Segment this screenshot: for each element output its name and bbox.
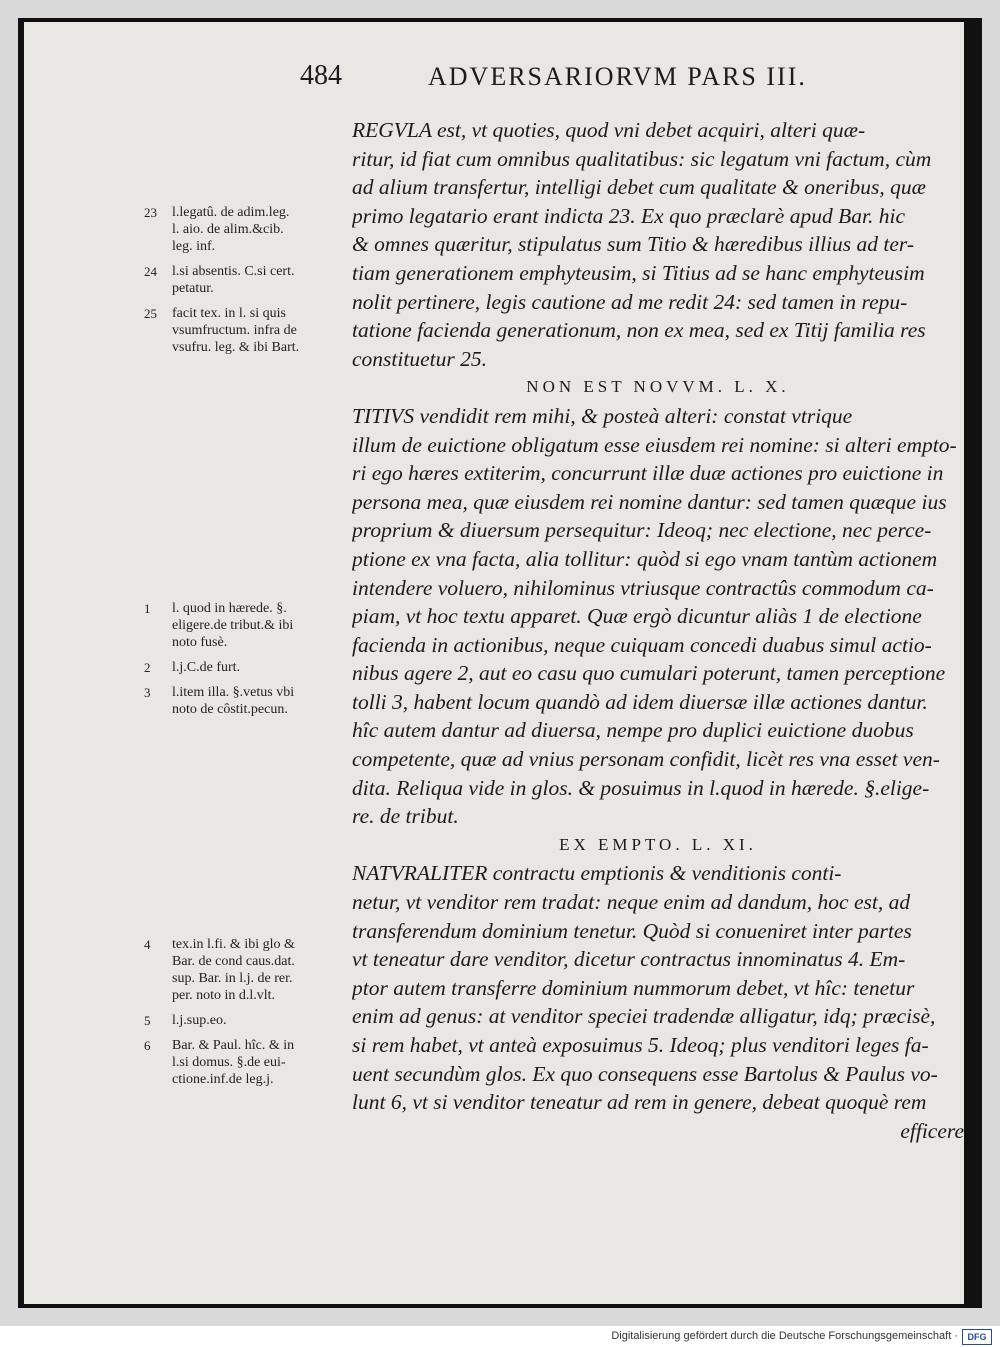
main-text-column — [352, 116, 964, 1145]
note-number: 6 — [144, 1038, 151, 1053]
text-line: transferendum dominium tenetur. Quòd si conueniret inter partes — [352, 918, 912, 943]
margin-note — [144, 1012, 354, 1029]
section-heading: EX EMPTO. L. XI. — [559, 834, 757, 854]
margin-note — [144, 305, 354, 356]
note-number: 25 — [144, 306, 157, 321]
text-line: re. de tribut. — [352, 804, 459, 829]
note-number: 24 — [144, 264, 157, 279]
text-line: constituetur 25. — [352, 346, 487, 371]
note-text: l.item illa. §.vetus vbi noto de côstit.pecun. — [172, 685, 295, 717]
note-number: 4 — [144, 937, 151, 952]
text-line: TITIVS vendidit rem mihi, & posteà alteri: constat vtrique — [352, 403, 853, 428]
note-text: facit tex. in l. si quis vsumfructum. infra de vsufru. leg. & ibi Bart. — [172, 306, 300, 355]
text-line: nibus agere 2, aut eo casu quo cumulari poterunt, tamen perceptione — [352, 661, 946, 686]
note-text: l.si absentis. C.si cert. petatur. — [172, 264, 295, 296]
text-line: dita. Reliqua vide in glos. & posuimus in l.quod in hærede. §.elige- — [352, 775, 930, 800]
margin-note — [144, 659, 354, 676]
margin-note — [144, 263, 354, 297]
section-heading: NON EST NOVVM. L. X. — [526, 377, 790, 397]
text-line: piam, vt hoc textu apparet. Quæ ergò dicuntur aliàs 1 de electione — [352, 604, 922, 629]
text-line: hîc autem dantur ad diuersa, nempe pro duplici euictione duobus — [352, 718, 914, 743]
margin-note — [144, 1037, 354, 1088]
text-line: NATVRALITER contractu emptionis & venditionis conti- — [352, 861, 842, 886]
text-line: & omnes quæritur, stipulatus sum Titio & hæredibus illius ad ter- — [352, 232, 915, 257]
text-line: competente, quæ ad vnius personam confidit, licèt res vna esset ven- — [352, 747, 940, 772]
margin-note — [144, 600, 354, 651]
footer-credit: Digitalisierung gefördert durch die Deutsche Forschungsgemeinschaft · — [611, 1330, 958, 1342]
text-line: facienda in actionibus, neque cuiquam concedi duabus simul actio- — [352, 632, 932, 657]
margin-note — [144, 684, 354, 718]
digitization-footer — [0, 1326, 1000, 1347]
text-line: intendere voluero, nihilominus vtriusque contractûs commodum ca- — [352, 575, 934, 600]
text-line: uent secundùm glos. Ex quo consequens esse Bartolus & Paulus vo- — [352, 1061, 938, 1086]
margin-note — [144, 936, 354, 1004]
text-line: nolit pertinere, legis cautione ad me redit 24: sed tamen in repu- — [352, 289, 908, 314]
text-line: REGVLA est, vt quoties, quod vni debet acquiri, alteri quæ- — [352, 118, 866, 142]
text-line: proprium & diuersum persequitur: Ideoq; nec electione, nec perce- — [352, 518, 932, 543]
text-line: si rem habet, vt anteà exposuimus 5. Ideoq; plus venditori leges fa- — [352, 1033, 929, 1057]
text-line: ptione ex vna facta, alia tollitur: quòd si ego vnam tantùm actionem — [352, 546, 938, 571]
text-line: tolli 3, habent locum quandò ad idem diuersæ illæ actiones dantur. — [352, 689, 928, 714]
text-line: tatione facienda generationum, non ex mea, sed ex Titij familia res — [352, 318, 926, 343]
margin-notes-group-1 — [144, 204, 354, 364]
margin-note — [144, 204, 354, 255]
text-line: ad alium transfertur, intelligi debet cum qualitate & oneribus, quæ — [352, 175, 926, 200]
text-line: ri ego hæres extiterim, concurrunt illæ duæ actiones pro euictione in — [352, 461, 944, 486]
text-line: primo legatario erant indicta 23. Ex quo præclarè apud Bar. hic — [352, 203, 905, 228]
text-line: tiam generationem emphyteusim, si Titius ad se hanc emphyteusim — [352, 260, 925, 285]
text-line: ritur, id fiat cum omnibus qualitatibus: sic legatum vni factum, cùm — [352, 146, 932, 171]
text-line: illum de euictione obligatum esse eiusdem rei nomine: si alteri empto- — [352, 432, 957, 457]
note-text: l.j.C.de furt. — [172, 660, 241, 675]
text-line: persona mea, quæ eiusdem rei nomine dantur: sed tamen quæque ius — [352, 489, 947, 514]
note-number: 2 — [144, 660, 151, 675]
text-line: lunt 6, vt si venditor teneatur ad rem in genere, debeat quoquè rem — [352, 1090, 927, 1115]
text-line: vt teneatur dare venditor, dicetur contractus innominatus 4. Em- — [352, 947, 906, 972]
note-text: l.legatû. de adim.leg. l. aio. de alim.&cib. leg. inf. — [172, 205, 290, 254]
page-header — [300, 60, 900, 108]
text-line: netur, vt venditor rem tradat: neque enim ad dandum, hoc est, ad — [352, 890, 911, 915]
text-line: efficere — [900, 1118, 964, 1143]
page-number: 484 — [300, 60, 342, 91]
text-line: ptor autem transferre dominium nummorum debet, vt hîc: tenetur — [352, 975, 915, 1000]
note-text: l. quod in hærede. §. eligere.de tribut.& ibi noto fusè. — [172, 601, 294, 650]
note-text: tex.in l.fi. & ibi glo & Bar. de cond caus.dat. sup. Bar. in l.j. de rer. per. noto in d.l.vlt. — [172, 937, 295, 1003]
margin-notes-group-3 — [144, 936, 354, 1096]
running-title: ADVERSARIORVM PARS III. — [428, 62, 807, 91]
dfg-logo: DFG — [962, 1329, 992, 1345]
note-text: Bar. & Paul. hîc. & in l.si domus. §.de eui- ctione.inf.de leg.j. — [172, 1038, 295, 1087]
note-number: 5 — [144, 1013, 151, 1028]
margin-notes-group-2 — [144, 600, 354, 726]
note-number: 23 — [144, 205, 157, 220]
note-number: 1 — [144, 601, 151, 616]
note-number: 3 — [144, 685, 151, 700]
text-line: enim ad genus: at venditor speciei tradendæ alligatur, idq; præcisè, — [352, 1004, 936, 1029]
note-text: l.j.sup.eo. — [172, 1013, 227, 1028]
